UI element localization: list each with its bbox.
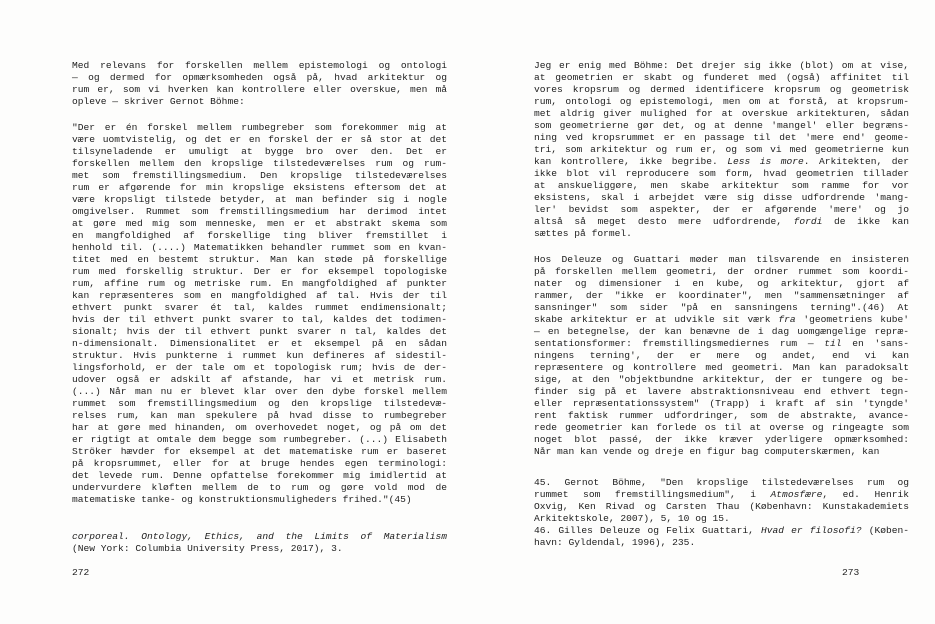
text-line	[534, 398, 909, 410]
italic-text-run: til	[824, 338, 842, 349]
left-page-number: 272	[72, 567, 90, 578]
text-run: (New York: Columbia University Press, 2017), 3.	[72, 543, 343, 554]
text-run: sættes på formel.	[534, 228, 632, 239]
text-line	[534, 326, 909, 338]
text-line	[534, 278, 909, 290]
text-line	[534, 489, 909, 501]
text-line	[534, 254, 909, 266]
text-run: 'geometriens kube'	[795, 314, 909, 325]
text-run: relses rum, kan man spekulere på hvad disse to rumbegreber	[72, 410, 447, 421]
text-line	[534, 216, 909, 228]
block-quote	[72, 122, 447, 506]
text-run: vores kropsrum og dermed identificere kropsrum og geometrisk	[534, 84, 909, 95]
text-line	[72, 482, 447, 494]
text-run: at gøre med mig som menneske, men er et abstrakt skema som	[72, 218, 447, 229]
text-line	[534, 132, 909, 144]
italic-text-run: corporeal. Ontology, Ethics, and the Limits of Materialism	[72, 531, 447, 542]
text-run: ning ved kropsrummet er en passage til det 'mere end' geome-	[534, 132, 909, 143]
text-run: Med relevans for forskellen mellem epistemologi og ontologi	[72, 60, 447, 71]
text-run: "Der er én forskel mellem rumbegreber som forekommer mig at	[72, 122, 447, 133]
text-line	[534, 72, 909, 84]
text-line	[72, 218, 447, 230]
text-line	[72, 446, 447, 458]
text-line	[72, 458, 447, 470]
text-run: eller repræsentationssystem" (Trapp) i kraft af sin 'tyngde'	[534, 398, 909, 409]
text-run: n-dimensionalt. Dimensionalitet er et eksempel på en sådan	[72, 338, 447, 349]
text-line	[534, 314, 909, 326]
page-right	[534, 0, 909, 624]
text-line	[534, 84, 909, 96]
text-run: de ikke kan	[822, 216, 910, 227]
italic-text-run: fordi	[793, 216, 823, 227]
text-run: rummet som fremstillingsmedium og den kropslige tilstedevæ-	[72, 398, 447, 409]
text-line	[534, 525, 909, 537]
text-line	[72, 194, 447, 206]
text-line	[72, 543, 447, 555]
text-line	[72, 122, 447, 134]
text-run: rum er afgørende for min kropslige eksistens eftersom det at	[72, 182, 447, 193]
text-line	[534, 228, 909, 240]
text-run: Arkitektskole, 2007), 5, 10 og 15.	[534, 513, 730, 524]
text-line	[72, 266, 447, 278]
text-line	[534, 180, 909, 192]
text-run: tilsyneladende er umuligt at bygge bro over den. Det er	[72, 146, 447, 157]
text-run: tri, som arkitektur og rum er, og som vi med geometrierne kun	[534, 144, 909, 155]
text-line	[72, 278, 447, 290]
text-line	[534, 108, 909, 120]
text-run: (Køben-	[861, 525, 910, 536]
text-run: , ed. Henrik	[822, 489, 909, 500]
text-run: eksistens, skal i arbejdet være sig disse udfordrende 'mang-	[534, 192, 909, 203]
text-run: repræsentere og kontrollere med geometri. Man kan paradoksalt	[534, 362, 909, 373]
text-run: Oxvig, Ken Rivad og Carsten Thau (København: Kunstakademiets	[534, 501, 909, 512]
text-run: at geometrien er skabt og funderet med (også) affinitet til	[534, 72, 909, 83]
text-run: rede geometrier kan forlede os til at overse og ringeagte som	[534, 422, 909, 433]
text-run: nater og dimensioner i en kube, og arkitektur, gjort af	[534, 278, 909, 289]
text-line	[72, 434, 447, 446]
text-run: kan kontrollere, ikke begribe.	[534, 156, 728, 167]
text-line	[72, 494, 447, 506]
text-line	[534, 192, 909, 204]
text-run: på kropsrummet, eller for at bruge hendes egen terminologi:	[72, 458, 447, 469]
text-line	[72, 326, 447, 338]
text-line	[534, 501, 909, 513]
text-line	[72, 206, 447, 218]
text-run: Jeg er enig med Böhme: Det drejer sig ikke (blot) om at vise,	[534, 60, 909, 71]
text-run: noget blot passé, der ikke kræver yderligere opmærksomhed:	[534, 434, 909, 445]
text-run: lingsforhold, er der tale om et topologisk rum; hvis de der-	[72, 362, 447, 373]
text-run: finder sig på et lavere abstraktionsniveau end ethvert tegn-	[534, 386, 909, 397]
text-run: rum er, som vi hverken kan kontrollere eller overskue, men må	[72, 84, 447, 95]
text-line	[534, 120, 909, 132]
text-line	[534, 96, 909, 108]
text-line	[72, 314, 447, 326]
text-run: met aldrig giver mulighed for at overskue arkitekturen, sådan	[534, 108, 909, 119]
text-line	[534, 410, 909, 422]
text-line	[72, 84, 447, 96]
text-run: rammer, der "ikke er koordinater", men "sammensætninger af	[534, 290, 909, 301]
text-run: forskellen mellem den kropslige tilstedeværelses rum og rum-	[72, 158, 447, 169]
text-run: ler' bevidst som aspekter, der er afgørende 'mere' og jo	[534, 204, 909, 215]
text-line	[72, 374, 447, 386]
text-run: rum, ontologi og epistemologi, men om at forstå, at kropsrum-	[534, 96, 909, 107]
text-run: (...) Når man nu er blevet klar over den dybe forskel mellem	[72, 386, 447, 397]
text-run: kan repræsenteres som en mangfoldighed af tal. Hvis der til	[72, 290, 447, 301]
text-run: matematiske tanke- og konstruktionsmuligheders frihed."(45)	[72, 494, 412, 505]
text-line	[534, 386, 909, 398]
text-line	[534, 434, 909, 446]
text-run: 45. Gernot Böhme, "Den kropslige tilstedeværelses rum og	[534, 477, 909, 488]
text-line	[72, 60, 447, 72]
text-line	[534, 477, 909, 489]
text-run: sentationsformer: fremstillingsmediernes rum —	[534, 338, 825, 349]
text-run: undervurdere kløften mellem de to rum og gøre vold mod de	[72, 482, 447, 493]
text-line	[534, 446, 909, 458]
text-run: som geometrierne gør det, og at denne 'mangel' eller begræns-	[534, 120, 909, 131]
left-text-column	[72, 60, 447, 520]
text-line	[72, 230, 447, 242]
text-line	[72, 470, 447, 482]
text-run: sionalt; hvis der til ethvert punkt svarer n tal, kaldes det	[72, 326, 447, 337]
text-run: det levede rum. Denne opfattelse forekommer mig imidlertid at	[72, 470, 447, 481]
text-line	[72, 254, 447, 266]
text-line	[72, 362, 447, 374]
page-left	[72, 0, 447, 624]
text-line	[534, 266, 909, 278]
text-line	[72, 134, 447, 146]
text-line	[72, 72, 447, 84]
text-line	[534, 290, 909, 302]
text-line	[534, 204, 909, 216]
footnote-continuation	[72, 531, 447, 555]
text-run: at anskueliggøre, men skabe arkitektur som ramme for vor	[534, 180, 909, 191]
text-run: Hos Deleuze og Guattari møder man tilsvarende en insisteren	[534, 254, 909, 265]
text-run: struktur. Hvis punkterne i rummet kun defineres af sidestil-	[72, 350, 447, 361]
text-run: ikke blot vil reproducere som form, hvad geometrien tillader	[534, 168, 909, 179]
right-text-column	[534, 60, 909, 472]
footnote-45	[534, 477, 909, 525]
text-run: rum med forskellig struktur. Der er for eksempel topologiske	[72, 266, 447, 277]
text-run: sige, at den "objektbundne arkitektur, der er tungere og be-	[534, 374, 909, 385]
text-line	[534, 513, 909, 525]
text-run: ethvert punkt svarer ét tal, kaldes rummet endimensionalt;	[72, 302, 447, 313]
text-line	[534, 338, 909, 350]
text-line	[72, 158, 447, 170]
footnote-46	[534, 525, 909, 549]
text-run: altså så meget desto mere udfordrende,	[534, 216, 794, 227]
right-paragraph-1	[534, 60, 909, 240]
text-line	[534, 60, 909, 72]
text-run: — og dermed for opmærksomheden også på, hvad arkitektur og	[72, 72, 447, 83]
text-run: omgivelser. Rummet som fremstillingsmedium har derimod intet	[72, 206, 447, 217]
text-line	[72, 386, 447, 398]
italic-text-run: fra	[778, 314, 796, 325]
italic-text-run: Atmosfære	[770, 489, 823, 500]
text-run: Ströker hævder for eksempel at det matematiske rum er baseret	[72, 446, 447, 457]
text-line	[72, 398, 447, 410]
italic-text-run: Less is more	[727, 156, 804, 167]
text-run: rum, affine rum og metriske rum. En mangfoldighed af punkter	[72, 278, 447, 289]
text-run: udover også er adskilt af afstande, har vi et metrisk rum.	[72, 374, 447, 385]
text-line	[534, 302, 909, 314]
text-line	[72, 350, 447, 362]
text-line	[72, 422, 447, 434]
text-run: met som fremstillingsmedium. Den kropslige tilstedeværelses	[72, 170, 447, 181]
text-run: 46. Gilles Deleuze og Felix Guattari,	[534, 525, 761, 536]
text-line	[72, 96, 447, 108]
text-run: skabe arkitektur er at udvikle sit værk	[534, 314, 779, 325]
text-line	[534, 374, 909, 386]
italic-text-run: Hvad er filosofi?	[760, 525, 862, 536]
text-run: havn: Gyldendal, 1996), 235.	[534, 537, 696, 548]
text-line	[72, 146, 447, 158]
text-line	[72, 531, 447, 543]
text-line	[72, 242, 447, 254]
text-line	[534, 350, 909, 362]
footnotes	[534, 477, 909, 549]
text-line	[534, 422, 909, 434]
text-line	[72, 410, 447, 422]
text-run: på forskellen mellem geometri, der ordner rummet som koordi-	[534, 266, 909, 277]
text-line	[72, 338, 447, 350]
intro-paragraph	[72, 60, 447, 108]
text-run: være uomtvistelig, og det er en forskel der er så stor at det	[72, 134, 447, 145]
text-line	[72, 182, 447, 194]
text-run: er rigtigt at omtale dem begge som rumbegreber. (...) Elisabeth	[72, 434, 447, 445]
text-line	[534, 537, 909, 549]
text-run: Når man kan vende og dreje en figur bag computerskærmen, kan	[534, 446, 880, 457]
text-run: har at gøre med hinanden, om overhovedet noget, og på om det	[72, 422, 447, 433]
text-line	[72, 290, 447, 302]
text-line	[534, 144, 909, 156]
text-run: rummet som fremstillingsmedium", i	[534, 489, 771, 500]
text-line	[72, 170, 447, 182]
text-run: en mangfoldighed af forskellige ting bliver fremstillet i	[72, 230, 447, 241]
text-line	[534, 362, 909, 374]
right-page-number: 273	[842, 567, 860, 578]
text-run: . Arkitekten, der	[803, 156, 909, 167]
text-run: ningens terning', der er mere og andet, end vi kan	[534, 350, 909, 361]
text-run: sansninger" som sider "på en sansningens terning".(46) At	[534, 302, 909, 313]
text-run: henhold til. (....) Matematikken behandler rummet som en kvan-	[72, 242, 447, 253]
text-run: hvis der til ethvert punkt svarer to tal, kaldes det todimen-	[72, 314, 447, 325]
text-line	[72, 302, 447, 314]
right-paragraph-2	[534, 254, 909, 458]
text-run: være kropsligt tilstede betyder, at man befinder sig i nogle	[72, 194, 447, 205]
text-line	[534, 156, 909, 168]
text-line	[534, 168, 909, 180]
text-run: titet med en bestemt struktur. Man kan støde på forskellige	[72, 254, 447, 265]
text-run: opleve — skriver Gernot Böhme:	[72, 96, 245, 107]
text-run: rent faktisk rummer udfordringer, som de abstrakte, avance-	[534, 410, 909, 421]
text-run: en 'sans-	[841, 338, 909, 349]
text-run: — en betegnelse, der kan benævne de i dag uomgængelige repræ-	[534, 326, 909, 337]
